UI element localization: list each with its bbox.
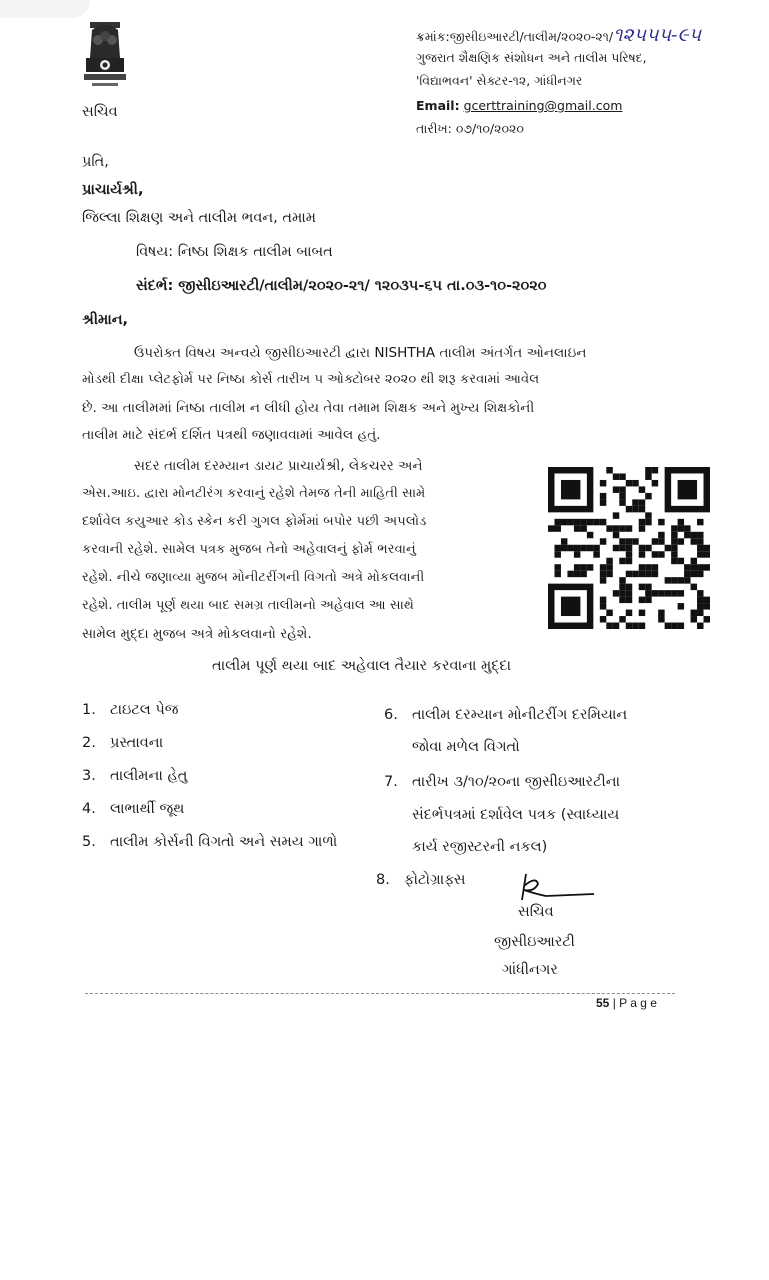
signature-designation: સચિવ [518,904,554,920]
reference-line: સંદર્ભ: જીસીઇઆરટી/તાલીમ/૨૦૨૦-૨૧/ ૧૨૦૩૫-૬૫ તા.૦૩-૧૦-૨૦૨૦ [136,278,547,294]
list-item: 4. લાભાર્થી જૂથ [82,801,185,817]
list-item-7-line-3: કાર્ય રજીસ્ટરની નકલ) [412,839,548,855]
list-item: 5. તાલીમ કોર્સની વિગતો અને સમય ગાળો [82,834,338,850]
email-line [416,98,622,113]
page-number: 55 [596,996,610,1010]
list-item: 1. ટાઇટલ પેજ [82,702,179,718]
footer-divider [85,993,675,994]
reference-number-printed: ક્રમાંક:જીસીઇઆરટી/તાલીમ/૨૦૨૦-૨૧/ [416,29,614,44]
state-emblem-icon [78,20,132,90]
signature-org: જીસીઇઆરટી [494,934,575,950]
address-recipient: પ્રાચાર્યશ્રી, [82,182,144,198]
list-item-7-line-1: તારીખ ૩/૧૦/૨૦ના જીસીઇઆરટીના [412,774,621,790]
list-item-6-number: 6. [384,707,398,723]
list-item-8-number: 8. [376,872,390,888]
email-link[interactable]: gcerttraining@gmail.com [463,98,623,113]
address-recipient-org: જિલ્લા શિક્ષણ અને તાલીમ ભવન, તમામ [82,210,317,226]
email-label: Email: [416,98,460,113]
points-heading: તાલીમ પૂર્ણ થયા બાદ અહેવાલ તૈયાર કરવાના મુદ્દા [212,658,512,674]
paragraph-2-line-6: રહેશે. તાલીમ પૂર્ણ થયા બાદ સમગ્ર તાલીમનો અહેવાલ આ સાથે [82,598,414,613]
corner-shadow [0,0,90,18]
paragraph-2-line-1: સદર તાલીમ દરમ્યાન ડાયટ પ્રાચાર્યશ્રી, લેકચરર અને [134,458,423,474]
page-label: | P a g e [612,996,657,1010]
org-name: ગુજરાત શૈક્ષણિક સંશોધન અને તાલીમ પરિષદ, [416,50,647,65]
reference-number-handwritten: ૧૨૫૫૫-૯૫ [613,24,702,46]
paragraph-2-line-4: કરવાની રહેશે. સામેલ પત્રક મુજબ તેનો અહેવાલનું ફોર્મ ભરવાનું [82,542,416,557]
paragraph-2-line-3: દર્શાવેલ કયુઆર કોડ સ્કેન કરી ગુગલ ફોર્મમાં બપોર પછી અપલોડ [82,514,427,529]
list-item: 3. તાલીમના હેતુ [82,768,188,784]
handwritten-signature-icon [516,870,600,904]
list-item-7-line-2: સંદર્ભપત્રમાં દર્શાવેલ પત્રક (સ્વાધ્યાય [412,807,620,823]
list-item-7-number: 7. [384,774,398,790]
paragraph-1-line-2: મોડથી દીક્ષા પ્લેટફોર્મ પર નિષ્ઠા કોર્સ તારીખ ૫ ઓક્ટોબર ૨૦૨૦ થી શરૂ કરવામાં આવેલ [82,372,540,387]
reference-number [416,24,701,46]
paragraph-1-line-1: ઉપરોક્ત વિષય અન્વયે જીસીઇઆરટી દ્વારા NISHTHA તાલીમ અંતર્ગત ઓનલાઇન [134,345,587,361]
list-item-6-line-2: જોવા મળેલ વિગતો [412,739,520,755]
page-footer [596,996,657,1010]
subject-line: વિષય: નિષ્ઠા શિક્ષક તાલીમ બાબત [136,244,333,260]
paragraph-1-line-4: તાલીમ માટે સંદર્ભ દર્શિત પત્રથી જણાવવામાં આવેલ હતું. [82,427,381,443]
qr-code-icon[interactable] [548,462,710,634]
list-item: 2. પ્રસ્તાવના [82,735,164,751]
signature-city: ગાંધીનગર [502,962,558,978]
header-designation: સચિવ [82,104,118,120]
paragraph-1-line-3: છે. આ તાલીમમાં નિષ્ઠા તાલીમ ન લીધી હોય તેવા તમામ શિક્ષક અને મુખ્ય શિક્ષકોની [82,400,535,416]
paragraph-2-line-2: એસ.આઇ. દ્વારા મોનટીરંગ કરવાનું રહેશે તેમજ તેની માહિતી સામે [82,486,426,501]
address-to: પ્રતિ, [82,154,109,170]
list-item-8-text: ફોટોગ્રાફ્સ [404,872,466,888]
paragraph-2-line-5: રહેશે. નીચે જણાવ્યા મુજબ મોનીટરીંગની વિગતો અત્રે મોકલવાની [82,570,425,585]
paragraph-2-line-7: સામેલ મુદ્દા મુજબ અત્રે મોકલવાનો રહેશે. [82,626,312,642]
letter-date: તારીખ: ૦૭/૧૦/૨૦૨૦ [416,121,524,136]
list-item-6-line-1: તાલીમ દરમ્યાન મોનીટરીંગ દરમિયાન [412,707,628,723]
salutation: શ્રીમાન, [82,312,129,328]
org-address: 'વિદ્યાભવન' સેક્ટર-૧૨, ગાંધીનગર [416,73,583,88]
